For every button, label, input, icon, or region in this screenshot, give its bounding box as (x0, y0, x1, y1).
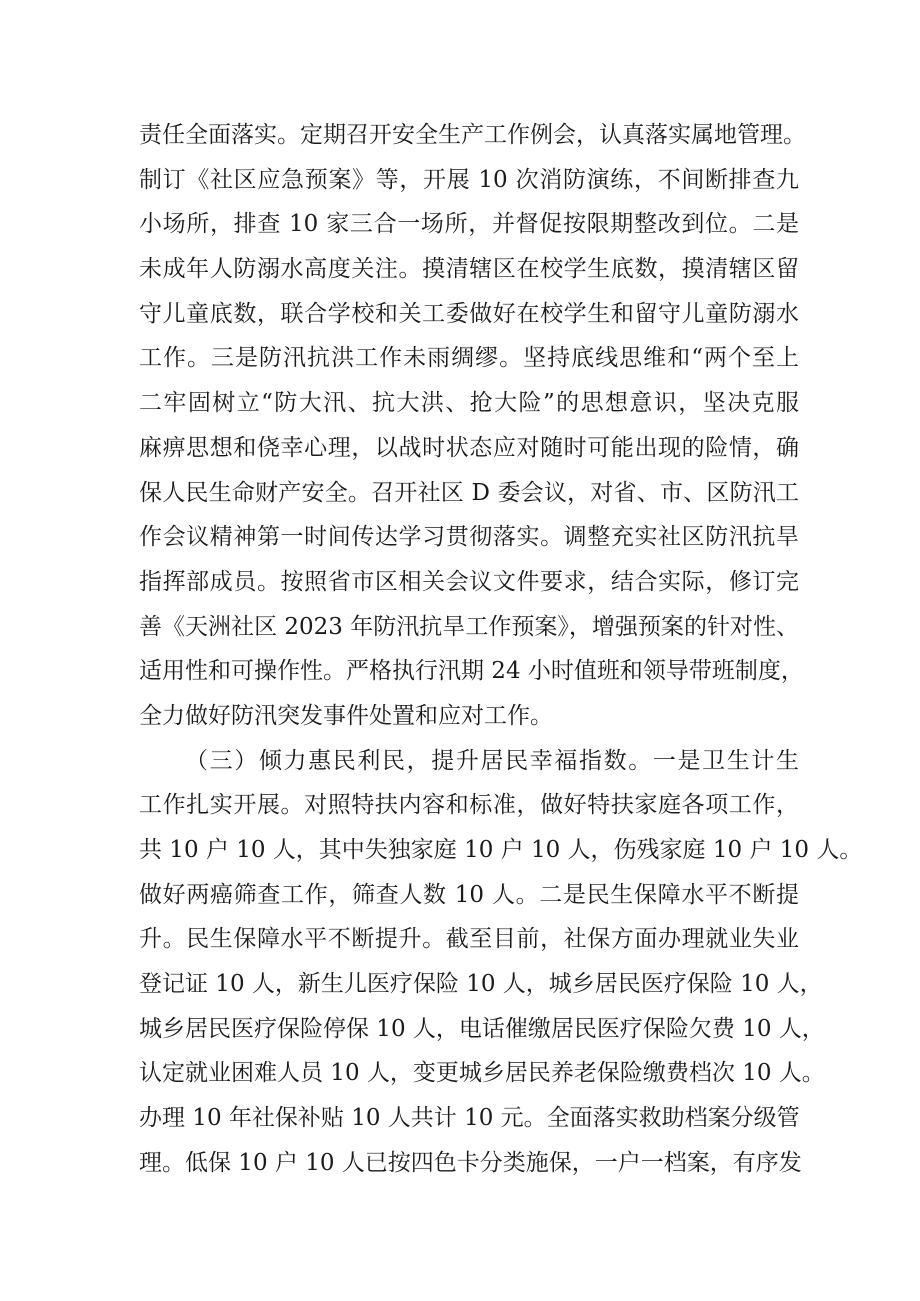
text-line: 升。民生保障水平不断提升。截至目前，社保方面办理就业失业 (139, 926, 799, 953)
text-line: 责任全面落实。定期召开安全生产工作例会，认真落实属地管理。 (139, 122, 806, 148)
text-line: 小场所，排查 10 家三合一场所，并督促按限期整改到位。二是 (139, 211, 799, 238)
section-heading-line: （三）倾力惠民利民，提升居民幸福指数。一是卫生计生 (185, 747, 799, 774)
paragraph-end-line: 全力做好防汛突发事件处置和应对工作。 (139, 702, 553, 729)
text-line: 作会议精神第一时间传达学习贯彻落实。调整充实社区防汛抗旱 (139, 524, 799, 551)
text-line: 麻痹思想和侥幸心理，以战时状态应对随时可能出现的险情，确 (139, 434, 799, 461)
text-line: 二牢固树立“防大汛、抗大洪、抢大险”的思想意识，坚决克服 (139, 390, 799, 417)
text-line: 善《天洲社区 2023 年防汛抗旱工作预案》，增强预案的针对性、 (139, 613, 799, 640)
text-line: 指挥部成员。按照省市区相关会议文件要求，结合实际，修订完 (139, 568, 799, 595)
text-line: 适用性和可操作性。严格执行汛期 24 小时值班和领导带班制度， (139, 658, 804, 685)
text-line: 做好两癌筛查工作，筛查人数 10 人。二是民生保障水平不断提 (139, 881, 799, 908)
text-line: 工作扎实开展。对照特扶内容和标准，做好特扶家庭各项工作， (139, 792, 799, 819)
text-line: 城乡居民医疗保险停保 10 人，电话催缴居民医疗保险欠费 10 人， (139, 1015, 825, 1042)
text-line: 办理 10 年社保补贴 10 人共计 10 元。全面落实救助档案分级管 (139, 1105, 800, 1132)
text-line: 未成年人防溺水高度关注。摸清辖区在校学生底数，摸清辖区留 (139, 256, 799, 283)
text-line: 工作。三是防汛抗洪工作未雨绸缪。坚持底线思维和“两个至上 (139, 345, 799, 372)
text-line: 共 10 户 10 人，其中失独家庭 10 户 10 人，伤残家庭 10 户 10 人。 (139, 837, 863, 863)
text-line: 制订《社区应急预案》等，开展 10 次消防演练，不间断排查九 (139, 166, 799, 193)
text-line: 保人民生命财产安全。召开社区 D 委会议，对省、市、区防汛工 (139, 479, 799, 506)
text-line: 守儿童底数，联合学校和关工委做好在校学生和留守儿童防溺水 (139, 300, 799, 327)
body-text (139, 113, 863, 1186)
text-line: 登记证 10 人，新生儿医疗保险 10 人，城乡居民医疗保险 10 人， (139, 971, 823, 998)
text-line: 理。低保 10 户 10 人已按四色卡分类施保，一户一档案，有序发 (139, 1149, 802, 1176)
text-line: 认定就业困难人员 10 人，变更城乡居民养老保险缴费档次 10 人。 (139, 1060, 825, 1087)
